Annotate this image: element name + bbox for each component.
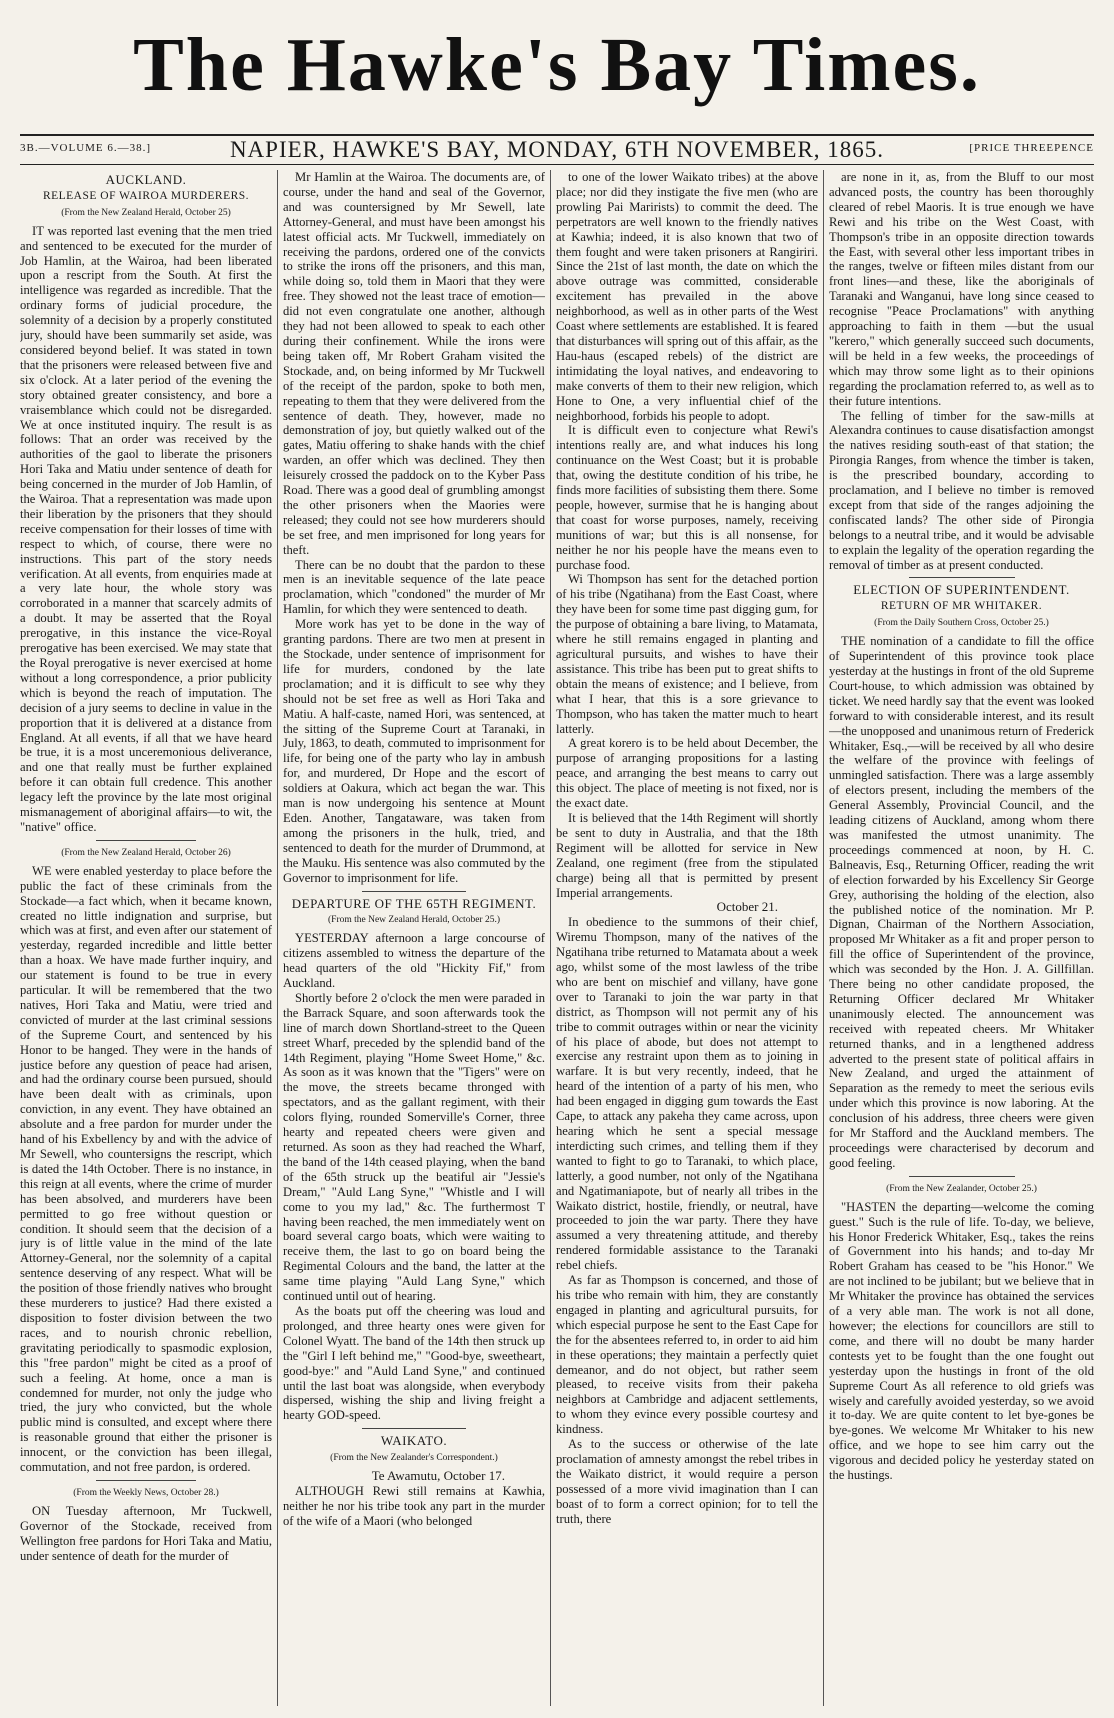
newspaper-title: The Hawke's Bay Times. [133, 23, 981, 107]
article-paragraph: WE were enabled yesterday to place before the public the fact of these criminals from the Stockade—a fact which, when it became known, created no little indignation and surprise, but which was at first, and even after our statement of yesterday, regarded incredible and little better than a hoax. We have made further inquiry, and our statement is found to be true in every particular. It will be remembered that the two natives, Hori Taka and Matiu, were tried and convicted of murder at the last criminal sessions of the Supreme Court, and sentenced by his Honor to be hanged. They were in the hands of justice before any question of peace had arisen, and had the ordinary course been pursued, should have been dealt with as criminals, upon conviction, in any event. They have obtained an absolute and a free pardon for murder under the hand of his Exbellency by and with the advice of Mr Sewell, who countersigns the rescript, which is dated the 14th October. There is no instance, in this reign at all events, where the crime of murder has been absolved, and murderers have been permitted to go free without question or condition. It should seem that the decision of a jury is of little value in the mind of the late Attorney-General, nor the solemnity of a capital sentence deserving of any respect. What will be the position of those friendly natives who brought these murderers to justice? Had there existed a disposition to foster division between the two races, and to nourish chronic rebellion, gravitating periodically to spasmodic explosion, this "free pardon" might be cited as a proof of such a feeling. At home, once a man is condemned for murder, not only the judge who tried, the jury who convicted, but the whole public mind is consulted, and except where there is reasonable ground that either the prisoner is innocent, or the conviction has been illegal, commutation, and not free pardon, is ordered. [20, 863, 272, 1475]
article-paragraph: THE nomination of a candidate to fill the office of Superintendent of this province took place yesterday at the hustings in front of the old Supreme Court-house, to which admission was obtained by ticket. We need hardly say that the event was looked forward to with considerable interest, and its result—the unopposed and unanimous return of Frederick Whitaker, Esq.,—will be received by all who desire the welfare of the province with feelings of unmingled satisfaction. There was a large assembly of electors present, including the members of the General Assembly, Provincial Council, and the leading citizens of Auckland, among whom there was manifested the utmost unanimity. The proceedings commenced at noon, by H. C. Balneavis, Esq., Returning Officer, reading the writ of election forwarded by his Excellency Sir George Grey, authorising the holding of the election, also the published notice of the nomination. Mr P. Dignan, Chairman of the Northern Association, proposed Mr Whitaker as a fit and proper person to fill the office of Superintendent of the province, which was seconded by the Hon. J. A. Gillfillan. There being no other candidate proposed, the Returning Officer declared Mr Whitaker unanimously elected. The announcement was received with repeated cheers. Mr Whitaker returned thanks, and in a lengthened address adverted to the present state of political affairs in New Zealand, and urged the attainment of Separation as the remedy to meet the serious evils under which this province is now laboring. At the conclusion of his address, three cheers were given for Mr Stafford and the Auckland members. The proceedings were characterised by decorum and good feeling. [829, 634, 1094, 1170]
article-source: (From the New Zealander's Correspondent.) [330, 1453, 498, 1464]
article-source: (From the New Zealand Herald, October 25.) [328, 915, 500, 926]
article-source: (From the Daily Southern Cross, October 25.) [874, 618, 1049, 629]
article-divider [362, 1428, 467, 1429]
article-subheadline: RETURN OF MR WHITAKER. [880, 600, 1043, 613]
article-source: (From the New Zealand Herald, October 25) [61, 207, 231, 218]
column-rule [823, 170, 824, 1706]
article-headline: RELEASE OF WAIROA MURDERERS. [42, 189, 250, 202]
column-1 [20, 170, 272, 1706]
column-rule [550, 170, 551, 1706]
article-paragraph: Wi Thompson has sent for the detached portion of his tribe (Ngatihana) from the East Coast, where they have been for some time past digging gum, for the purpose of obtaining a bare living, to Matamata, where he still remains engaged in planting and agricultural pursuits, and wishes to have their assistance. This tribe has been put to great shifts to obtain the means of existence; and I believe, from what I hear, that this is a sore grievance to Thompson, who has taken the matter much to heart latterly. [556, 572, 818, 736]
article-divider [96, 840, 197, 841]
article-divider [909, 577, 1015, 578]
column-4 [829, 170, 1094, 1706]
article-paragraph: As to the success or otherwise of the late proclamation of amnesty amongst the rebel tribes in the Waikato district, it would require a person possessed of a more vivid imagination than I can boast of to form a correct opinion; for to tell the truth, there [556, 1437, 818, 1526]
article-divider [909, 1176, 1015, 1177]
article-paragraph: There can be no doubt that the pardon to these men is an inevitable sequence of the late peace proclamation, which "condoned" the murder of Mr Hamlin, for which they were sentenced to death. [283, 557, 545, 617]
column-rule [277, 170, 278, 1706]
article-paragraph: In obedience to the summons of their chief, Wiremu Thompson, many of the natives of the Ngatihana tribe returned to Matamata about a week ago, whilst some of the most lawless of the tribe who are bent on mischief and villany, have gone over to Taranaki to join the war party in that district, as Thompson will not permit any of his tribe to commit outrages within or near the vicinity of his place of abode, but does not attempt to exercise any restraint upon them as to joining in warfare. It is but very recently, indeed, that he heard of the intention of a party of his men, who had been engaged in digging gum towards the East Cape, to attack any pakeha they came across, upon hearing which he sent a special message interdicting such crimes, and telling them if they wanted to fight to go to Taranaki, to which place, latterly, a good number, not only of the Ngatihana and Ngatimaniapote, but of nearly all tribes in the Waikato district, hostile, friendly, or neutral, have proceeded to join the war party. There they have assumed a very threatening attitude, and thereby rendered formidable assistance to the Taranaki rebel chiefs. [556, 915, 818, 1273]
column-3 [556, 170, 818, 1706]
article-paragraph: Shortly before 2 o'clock the men were paraded in the Barrack Square, and soon afterwards took the line of march down Shortland-street to the Queen street Wharf, preceded by the splendid band of the 14th Regiment, playing "Home Sweet Home," &c. As soon as it was known that the "Tigers" were on the move, the streets became thronged with spectators, and as the gallant regiment, with their colors flying, rounded Somerville's Corner, three hearty and repeated cheers were given and returned. As soon as they had reached the Wharf, the band of the 14th ceased playing, when the band of the 65th struck up the beatiful air "Jessie's Dream," "Auld Lang Syne," "Whistle and I will come to you my lad," &c. The furthermost T having been reached, the men immediately went on board several cargo boats, which were waiting to receive them, the last to go on board being the Regimental Colours and the band, the latter at the same time playing "Auld Lang Syne," which continued until out of hearing. [283, 990, 545, 1304]
article-paragraph: It is difficult even to conjecture what Rewi's intentions really are, and what induces his long continuance on the West Coast; but it is probable that, owing the destitute condition of his tribe, he finds more facilities of subsisting them there. Some people, however, surmise that he is hanging about that coast for worse purposes, namely, receiving munitions of war; but this is all nonsense, for neither he nor his people have the means even to purchase food. [556, 423, 818, 572]
article-source: (From the Weekly News, October 28.) [73, 1487, 219, 1498]
article-paragraph: As far as Thompson is concerned, and those of his tribe who remain with him, they are constantly engaged in planting and agricultural pursuits, for which especial purpose he sent to the East Cape for the for the absentees referred to, in order to aid him in these operations; they maintain a perfectly quiet demeanor, and do not object, but rather seem pleased, to receive visits from their pakeha neighbors at Cambridge and adjacent settlements, to whom they evince every possible courtesy and kindness. [556, 1273, 818, 1437]
article-headline: DEPARTURE OF THE 65TH REGIMENT. [291, 895, 537, 911]
volume-number: 3B.—VOLUME 6.—38.] [20, 142, 152, 154]
article-paragraph: are none in it, as, from the Bluff to our most advanced posts, the country has been thoroughly cleared of rebel Maoris. It is true enough we have Rewi and his tribe on the West Coast, with Thompson's tribe in an opposite direction towards the East, with several other less important tribes in the ranges, twelve or fifteen miles distant from our front lines—and these, like the aboriginals of Taranaki and Wanganui, have long since ceased to recognise "Peace Proclamations" with anything approaching to faith in them —but the usual "kerero," which generally succeed such documents, will be held in a few weeks, the proceedings of which may throw some light as to their opinions regarding the proclamation referred to, as well as to their future intentions. [829, 170, 1094, 408]
dateline-bar [20, 134, 1094, 165]
article-paragraph: Mr Hamlin at the Wairoa. The documents are, of course, under the hand and seal of the Governor, and was countersigned by Mr Sewell, late Attorney-General, and must have been amongst his latest official acts. Mr Tuckwell, immediately on receiving the pardons, ordered one of the convicts to strike the irons off the prisoners, and this man, while doing so, told them in Maori that they were free. They showed not the least trace of emotion—did not even congratulate one another, although they had not been allowed to speak to each other during their confinement. While the irons were being taken off, Mr Robert Graham visited the Stockade, and, on being informed by Mr Tuckwell of the receipt of the pardon, spoke to both men, repeating to them that they were delivered from the sentence of death. They, however, made no demonstration of joy, but quietly walked out of the gates, Matiu offering to shake hands with the chief warden, an offer which was declined. They then leisurely crossed the paddock on to the Kyber Pass Road. There was a good deal of grumbling amongst the other prisoners when the Maories were released; they could not see how murderers should be set free, and men imprisoned for long years for theft. [283, 170, 545, 557]
price: [PRICE THREEPENCE [969, 142, 1094, 154]
article-paragraph: "HASTEN the departing—welcome the coming guest." Such is the rule of life. To-day, we believe, his Honor Frederick Whitaker, Esq., takes the reins of Government into his hands; and to-day Mr Robert Graham has ceased to be "his Honor." We are not inclined to be jubilant; but we believe that in Mr Whitaker the province has obtained the services of a very able man. The work is not all done, however; the elections for councillors are still to come, and there will no doubt be many harder contests yet to be fought than the one fought out yesterday upon the hustings in front of the old Supreme Court As all reference to old griefs was wisely and carefully avoided yesterday, so we avoid it to-day. We are quite content to let bye-gones be bye-gones. We welcome Mr Whitaker to his new office, and we hope to see him carry out the vigorous and decided policy he yesterday stated on the hustings. [829, 1199, 1094, 1483]
article-divider [362, 891, 467, 892]
article-paragraph: It is believed that the 14th Regiment will shortly be sent to duty in Australia, and that the 18th Regiment will be allotted for service in New Zealand, one regiment (free from the stipulated charge) being all that is permitted by present Imperial arrangements. [556, 810, 818, 900]
masthead [0, 10, 1114, 120]
article-dateline: October 21. [716, 899, 778, 915]
article-paragraph: A great korero is to be held about December, the purpose of arranging propositions for a lasting peace, and arranging the best means to carry out this object. The place of meeting is not fixed, nor is the exact date. [556, 736, 818, 811]
article-paragraph: More work has yet to be done in the way of granting pardons. There are two men at present in the Stockade, under sentence of imprisonment for life for murders, condoned by the late proclamation; and it is difficult to see why they should not be set free as well as Hori Taka and Matiu. A half-caste, named Hori, was sentenced, at the sitting of the Supreme Court at Taranaki, in July, 1863, to death, commuted to imprisonment for life, for being one of the party who lay in ambush for, and murdered, Dr Hope and the escort of soldiers at Oakura, which act began the war. This man is now undergoing his sentence at Mount Eden. Another, Tangataware, was taken from among the prisoners in the hulk, tried, and sentenced to death for the murder of Drummond, at the Mauku. His sentence was also commuted by the Governor to imprisonment for life. [283, 617, 545, 885]
article-source: (From the New Zealand Herald, October 26) [61, 847, 231, 858]
article-paragraph: The felling of timber for the saw-mills at Alexandra continues to cause disatisfaction amongst the natives residing south-east of that station; the Pirongia Ranges, from whence the timber is taken, is the prescribed boundary, according to proclamation, and I believe no timber is removed except from that side of the ranges adjoining the confiscated lands? The other side of Pirongia belongs to a neutral tribe, and it would be advisable to explain the legality of the operation regarding the removal of timber as at present conducted. [829, 408, 1094, 572]
section-heading: AUCKLAND. [105, 172, 187, 187]
article-divider [96, 1480, 197, 1481]
article-source: (From the New Zealander, October 25.) [886, 1183, 1037, 1194]
article-paragraph: ON Tuesday afternoon, Mr Tuckwell, Governor of the Stockade, received from Wellington free pardons for Hori Taka and Matiu, under sentence of death for the murder of [20, 1503, 272, 1563]
article-paragraph: IT was reported last evening that the men tried and sentenced to be executed for the murder of Job Hamlin, at the Wairoa, had been liberated upon a rescript from the South. At first the intelligence was regarded as incredible. That the ordinary forms of judicial procedure, the solemnity of a decision by a properly constituted jury, should have been summarily set aside, was considered beyond belief. It was stated in town that the prisoners were released between five and six o'clock. At a later period of the evening the story obtained greater consistency, and bore a vraisemblance which could not be disregarded. We at once instituted inquiry. The result is as follows: That an order was received by the authorities of the gaol to liberate the prisoners Hori Taka and Matiu under sentence of death for being concerned in the murder of Job Hamlin, of the Wairoa. That a representation was made upon their liberation by the prisoners that they should receive compensation for their losses of time with respect to which, of course, there were no instructions. This part of the story needs verification. At all events, from enquiries made at a very late hour, the whole story was corroborated in a manner that scarcely admits of a doubt. It may be asserted that the Royal prerogative, in this instance the vice-Royal prerogative has been exercised. We may state that the Royal prerogative is never exercised at home without a long correspondence, a prior publicity which is beyond the reach of imputation. The decision of a jury seems to decline in value in the proportion that it is delivered at a distance from England. At all events, if all that we have heard be true, it is a most unceremonious deliverance, and one that really must be further explained before it can obtain full credence. This another legacy left the province by the late most original mismanagement of aboriginal affairs—to wit, the "native" office. [20, 223, 272, 834]
column-2 [283, 170, 545, 1706]
article-headline: WAIKATO. [380, 1433, 448, 1449]
article-dateline: Te Awamutu, October 17. [371, 1468, 505, 1484]
article-paragraph: ALTHOUGH Rewi still remains at Kawhia, neither he nor his tribe took any part in the murder of the wife of a Maori (who belonged [283, 1483, 545, 1528]
article-paragraph: to one of the lower Waikato tribes) at the above place; nor did they instigate the five men (who are prowling Pai Marirists) to commit the deed. The perpetrators are well known to the friendly natives at Kawhia; indeed, it is also known that two of them fought and were taken prisoners at Rangiriri. Since the 21st of last month, the date on which the above outrage was committed, considerable excitement has prevailed in the above neighborhood, as well as in other parts of the West Coast where settlements are established. It is feared that disturbances will spring out of this affair, as the Hau-haus (escaped rebels) of the district are intimidating the loyal natives, and endeavoring to make converts of them to their new religion, which Hone to One, a very influential chief of the neighborhood, forbids his people to adopt. [556, 170, 818, 423]
article-headline: ELECTION OF SUPERINTENDENT. [853, 582, 1070, 598]
article-paragraph: YESTERDAY afternoon a large concourse of citizens assembled to witness the departure of the head quarters of the old "Hickity Fif," from Auckland. [283, 931, 545, 991]
article-paragraph: As the boats put off the cheering was loud and prolonged, and three hearty ones were given for Colonel Wyatt. The band of the 14th then struck up the "Girl I left behind me," "Good-bye, sweetheart, good-bye:" and "Auld Land Syne," and continued until the last boat was alongside, when everybody dispersed, wishing the ship and living freight a hearty GOD-speed. [283, 1303, 545, 1423]
place-and-date: NAPIER, HAWKE'S BAY, MONDAY, 6TH NOVEMBER, 1865. [229, 137, 885, 162]
